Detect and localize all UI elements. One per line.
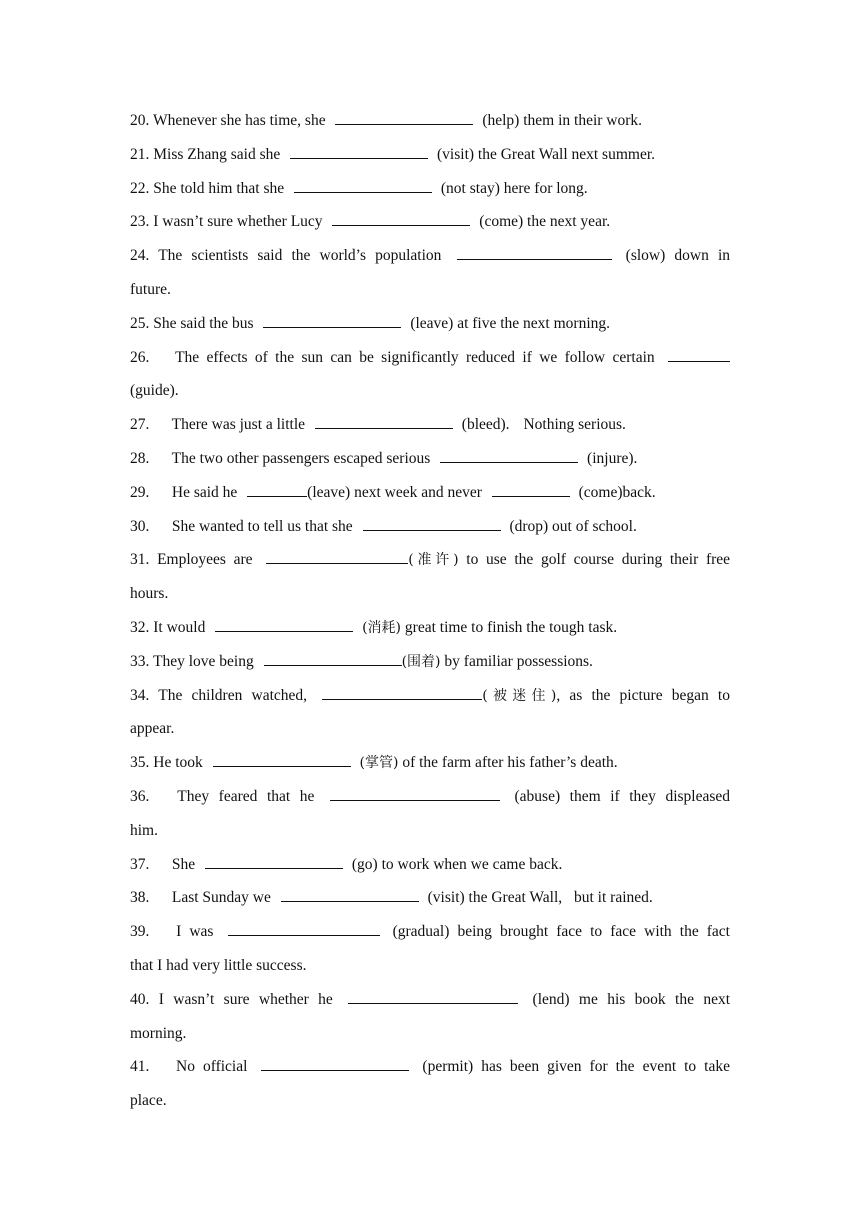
item-hint: (go) to work when we came back.: [351, 855, 563, 873]
item-continuation: future.: [130, 280, 171, 298]
exercise-item-27: [130, 408, 730, 442]
item-number: 27.: [130, 416, 150, 434]
item-hint-2: (come)back.: [578, 483, 656, 501]
exercise-item-35: [130, 746, 730, 780]
answer-blank[interactable]: [322, 685, 482, 700]
answer-blank[interactable]: [294, 178, 432, 193]
exercise-item-24: [130, 239, 730, 273]
answer-blank[interactable]: [261, 1056, 409, 1071]
exercise-item-26: [130, 341, 730, 375]
answer-blank[interactable]: [315, 414, 453, 429]
item-hint: (help) them in their work.: [482, 112, 643, 129]
answer-blank[interactable]: [335, 110, 473, 125]
item-tail: Nothing serious.: [523, 416, 626, 434]
answer-blank[interactable]: [205, 854, 343, 869]
exercise-item-24-continued: [130, 273, 730, 307]
item-number: 32.: [130, 618, 150, 636]
item-hint: (leave) at five the next morning.: [410, 314, 611, 332]
item-hint: (bleed).: [461, 416, 510, 434]
item-number: 25.: [130, 314, 150, 332]
item-number: 29.: [130, 483, 150, 501]
exercise-item-33: [130, 645, 730, 679]
item-text: Last Sunday we: [171, 889, 271, 907]
item-number: 21.: [130, 145, 150, 163]
answer-blank[interactable]: [281, 887, 419, 902]
item-text: She: [171, 855, 196, 873]
exercise-item-22: [130, 172, 730, 206]
item-number: 41.: [130, 1058, 150, 1076]
item-text: Miss Zhang said she: [153, 145, 281, 163]
item-text: He took: [153, 754, 203, 772]
answer-blank-2[interactable]: [492, 482, 570, 497]
exercise-item-36: [130, 780, 730, 814]
item-text: I was: [176, 923, 214, 941]
item-hint: (lend) me his book the next: [532, 990, 730, 1008]
exercise-item-34-continued: [130, 712, 730, 746]
item-hint: to use the golf course during their free: [466, 551, 730, 569]
item-text: He said he: [171, 483, 238, 501]
answer-blank[interactable]: [215, 617, 353, 632]
item-number: 22.: [130, 179, 150, 197]
item-hint: (not stay) here for long.: [440, 179, 588, 197]
exercise-item-41: [130, 1050, 730, 1084]
item-hint: (injure).: [587, 449, 638, 467]
item-number: 40.: [130, 990, 150, 1008]
item-continuation: (guide).: [130, 382, 179, 400]
item-text: They feared that he: [177, 787, 315, 805]
item-chinese-hint: (围着): [401, 653, 441, 670]
item-chinese-hint: (消耗): [362, 619, 402, 636]
answer-blank[interactable]: [332, 211, 470, 226]
exercise-item-40: [130, 983, 730, 1017]
exercise-item-32: [130, 611, 730, 645]
answer-blank[interactable]: [668, 347, 730, 362]
item-text: She wanted to tell us that she: [171, 517, 353, 535]
answer-blank[interactable]: [266, 549, 408, 564]
item-text: She told him that she: [153, 179, 285, 197]
item-number: 37.: [130, 855, 150, 873]
exercise-item-20: [130, 104, 730, 138]
item-continuation: him.: [130, 821, 158, 839]
item-hint: , as the picture began to: [556, 686, 730, 704]
item-hint: (come) the next year.: [479, 213, 611, 231]
item-number: 28.: [130, 449, 150, 467]
exercise-item-39-continued: [130, 949, 730, 983]
exercise-item-41-continued: [130, 1084, 730, 1118]
item-continuation: appear.: [130, 720, 175, 738]
item-text: There was just a little: [171, 416, 306, 434]
item-hint: (drop) out of school.: [509, 517, 637, 535]
item-text: She said the bus: [153, 314, 254, 332]
item-number: 20.: [130, 112, 150, 129]
answer-blank[interactable]: [457, 245, 612, 260]
exercise-item-34: [130, 679, 730, 713]
item-text: I wasn’t sure whether he: [158, 990, 333, 1008]
item-number: 38.: [130, 889, 150, 907]
item-continuation: place.: [130, 1092, 167, 1110]
item-chinese-hint: (掌管): [359, 755, 399, 772]
item-number: 36.: [130, 787, 150, 805]
item-text: The effects of the sun can be significantly reduced if we follow certain: [175, 348, 655, 366]
answer-blank[interactable]: [263, 313, 401, 328]
answer-blank[interactable]: [290, 144, 428, 159]
answer-blank[interactable]: [213, 752, 351, 767]
exercise-item-30: [130, 510, 730, 544]
item-hint: (abuse) them if they displeased: [514, 787, 730, 805]
item-hint: (slow) down in: [625, 247, 730, 265]
item-number: 23.: [130, 213, 150, 231]
item-text: They love being: [152, 652, 254, 670]
item-hint: of the farm after his father’s death.: [402, 754, 618, 772]
exercise-item-36-continued: [130, 814, 730, 848]
item-text: The two other passengers escaped serious: [171, 449, 431, 467]
item-hint: (leave) next week and never: [307, 483, 482, 501]
item-text: The children watched,: [158, 686, 308, 704]
item-hint: (permit) has been given for the event to take: [422, 1058, 730, 1076]
item-continuation: that I had very little success.: [130, 956, 307, 974]
answer-blank[interactable]: [228, 921, 380, 936]
item-continuation: hours.: [130, 585, 169, 603]
item-hint: (visit) the Great Wall,: [427, 889, 563, 907]
item-number: 34.: [130, 686, 150, 704]
exercise-item-26-continued: [130, 374, 730, 408]
exercise-item-31-continued: [130, 577, 730, 611]
item-number: 39.: [130, 923, 150, 941]
exercise-item-37: [130, 848, 730, 882]
item-chinese-hint: (准许): [408, 552, 459, 569]
item-number: 24.: [130, 247, 150, 265]
item-number: 31.: [130, 551, 150, 569]
item-text: The scientists said the world’s population: [158, 247, 442, 265]
answer-blank[interactable]: [247, 482, 307, 497]
exercise-item-29: [130, 476, 730, 510]
answer-blank[interactable]: [348, 989, 518, 1004]
item-text: I wasn’t sure whether Lucy: [153, 213, 323, 231]
item-text: It would: [153, 618, 206, 636]
exercise-item-28: [130, 442, 730, 476]
exercise-item-38: [130, 881, 730, 915]
item-number: 33.: [130, 652, 150, 670]
answer-blank[interactable]: [363, 516, 501, 531]
item-text: Employees are: [157, 551, 253, 569]
exercise-page: [130, 104, 730, 1118]
item-continuation: morning.: [130, 1024, 187, 1042]
answer-blank[interactable]: [330, 786, 500, 801]
exercise-item-31: [130, 543, 730, 577]
exercise-item-40-continued: [130, 1017, 730, 1051]
item-hint: great time to finish the tough task.: [404, 618, 618, 636]
item-hint: (gradual) being brought face to face with the fact: [392, 923, 730, 941]
item-chinese-hint: (被迷住): [482, 687, 557, 704]
exercise-item-39: [130, 915, 730, 949]
item-text: No official: [176, 1058, 248, 1076]
exercise-item-25: [130, 307, 730, 341]
answer-blank[interactable]: [440, 448, 578, 463]
answer-blank[interactable]: [264, 651, 402, 666]
exercise-item-21: [130, 138, 730, 172]
item-number: 26.: [130, 348, 150, 366]
item-hint: by familiar possessions.: [444, 652, 593, 670]
item-tail: but it rained.: [574, 889, 653, 907]
exercise-item-23: [130, 205, 730, 239]
item-number: 30.: [130, 517, 150, 535]
item-text: Whenever she has time, she: [152, 112, 326, 129]
item-hint: (visit) the Great Wall next summer.: [437, 145, 656, 163]
item-number: 35.: [130, 754, 150, 772]
